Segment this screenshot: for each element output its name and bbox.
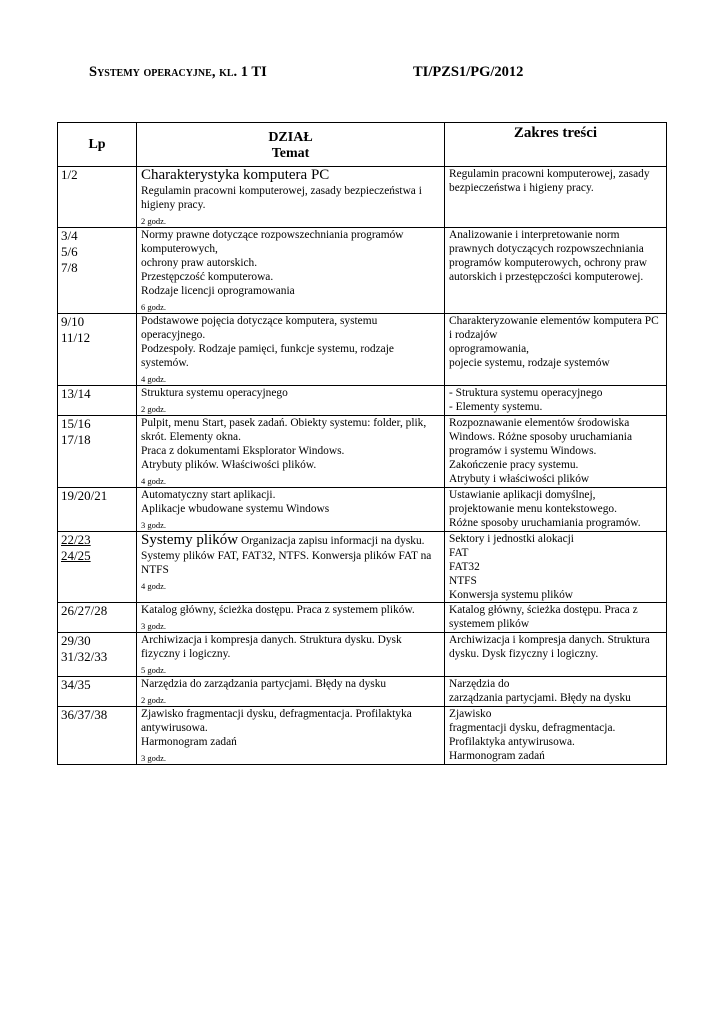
scope-text: Charakteryzowanie elementów komputera PC i rodzajów	[449, 315, 659, 341]
cell-zakres	[445, 488, 667, 532]
scope-text: pojecie systemu, rodzaje systemów	[449, 357, 610, 369]
topic-text: Podstawowe pojęcia dotyczące komputera, systemu operacyjnego.	[141, 315, 378, 341]
hours-count: 4 godz.	[141, 374, 167, 384]
scope-text: Atrybuty i właściwości plików	[449, 473, 590, 485]
cell-lp	[58, 228, 137, 314]
section-title: Charakterystyka komputera PC	[141, 167, 330, 183]
cell-lp	[58, 707, 137, 765]
topic-text: Katalog główny, ścieżka dostępu. Praca z systemem plików.	[141, 604, 415, 616]
scope-text: Rozpoznawanie elementów środowiska Windows. Różne sposoby uruchamiania programów i systemu Windows.	[449, 417, 633, 457]
topic-text: ochrony praw autorskich.	[141, 257, 258, 269]
topic-text: Praca z dokumentami Eksplorator Windows.	[141, 445, 345, 457]
hours-count: 3 godz.	[141, 520, 167, 530]
cell-zakres	[445, 167, 667, 228]
cell-zakres	[445, 416, 667, 488]
lesson-number: 11/12	[61, 330, 91, 345]
header-lp: Lp	[58, 123, 137, 167]
document-code: TI/PZS1/PG/2012	[413, 64, 524, 80]
curriculum-table	[57, 122, 667, 765]
header-temat: Temat	[271, 146, 310, 161]
header-dzial: DZIAŁ	[268, 130, 313, 145]
scope-text: - Elementy systemu.	[449, 401, 543, 413]
scope-text: dysku. Dysk fizyczny i logiczny.	[449, 648, 599, 660]
topic-text: Rodzaje licencji oprogramowania	[141, 285, 295, 297]
cell-lp	[58, 314, 137, 386]
section-title: Systemy plików	[141, 532, 239, 548]
scope-text: Sektory i jednostki alokacji	[449, 533, 574, 545]
scope-text: FAT32	[449, 561, 480, 573]
lesson-number: 34/35	[61, 677, 91, 692]
cell-temat	[137, 314, 445, 386]
topic-text: Automatyczny start aplikacji.	[141, 489, 276, 501]
scope-text: FAT	[449, 547, 469, 559]
section-heading	[141, 532, 440, 549]
scope-text: oprogramowania,	[449, 343, 530, 355]
table-row	[58, 488, 667, 532]
cell-zakres	[445, 707, 667, 765]
table-row	[58, 167, 667, 228]
cell-lp	[58, 386, 137, 416]
lesson-number: 7/8	[61, 260, 78, 275]
hours-count: 2 godz.	[141, 695, 167, 705]
header-dzial-temat	[137, 123, 445, 167]
cell-lp	[58, 677, 137, 707]
scope-text: Różne sposoby uruchamiania programów.	[449, 517, 641, 529]
cell-lp	[58, 633, 137, 677]
cell-lp	[58, 603, 137, 633]
cell-temat	[137, 532, 445, 603]
header-zakres: Zakres treści	[445, 123, 667, 167]
lesson-number: 15/16	[61, 416, 91, 431]
scope-text: Archiwizacja i kompresja danych. Struktura	[449, 634, 650, 646]
scope-text: Katalog główny, ścieżka dostępu. Praca z systemem plików	[449, 604, 638, 630]
cell-temat	[137, 677, 445, 707]
lesson-number: 24/25	[61, 548, 91, 563]
document-title: Systemy operacyjne, kl. 1 TI	[89, 64, 267, 80]
cell-lp	[58, 167, 137, 228]
topic-text: Archiwizacja i kompresja danych. Struktura dysku. Dysk fizyczny i logiczny.	[141, 634, 402, 660]
hours-count: 2 godz.	[141, 404, 167, 414]
lesson-number: 26/27/28	[61, 603, 108, 618]
scope-text: Profilaktyka antywirusowa.	[449, 736, 575, 748]
lesson-number: 5/6	[61, 244, 78, 259]
lesson-number: 9/10	[61, 314, 85, 329]
scope-text: - Struktura systemu operacyjnego	[449, 387, 603, 399]
scope-text: Ustawianie aplikacji domyślnej, projektowanie menu kontekstowego.	[449, 489, 617, 515]
cell-temat	[137, 603, 445, 633]
topic-text: Narzędzia do zarządzania partycjami. Błędy na dysku	[141, 678, 387, 690]
section-heading	[141, 167, 440, 184]
table-row	[58, 707, 667, 765]
cell-zakres	[445, 386, 667, 416]
cell-zakres	[445, 314, 667, 386]
topic-text: Harmonogram zadań	[141, 736, 237, 748]
scope-text: Konwersja systemu plików	[449, 589, 574, 601]
cell-zakres	[445, 603, 667, 633]
table-row	[58, 386, 667, 416]
topic-text: Regulamin pracowni komputerowej, zasady bezpieczeństwa i higieny pracy.	[141, 185, 422, 211]
scope-text: Regulamin pracowni komputerowej, zasady bezpieczeństwa i higieny pracy.	[449, 168, 650, 194]
scope-text: zarządzania partycjami. Błędy na dysku	[449, 692, 631, 704]
scope-text: fragmentacji dysku, defragmentacja.	[449, 722, 616, 734]
hours-count: 4 godz.	[141, 476, 167, 486]
lesson-number: 17/18	[61, 432, 91, 447]
scope-text: Narzędzia do	[449, 678, 510, 690]
topic-text: Struktura systemu operacyjnego	[141, 387, 288, 399]
table-row	[58, 314, 667, 386]
scope-text: Zakończenie pracy systemu.	[449, 459, 579, 471]
lesson-number: 13/14	[61, 386, 91, 401]
cell-zakres	[445, 677, 667, 707]
cell-temat	[137, 167, 445, 228]
table-row	[58, 633, 667, 677]
cell-temat	[137, 416, 445, 488]
scope-text: Analizowanie i interpretowanie norm prawnych dotyczących rozpowszechniania programów komputerowych, ochrony praw autorskich i przestępczości komputerowej.	[449, 229, 648, 283]
cell-temat	[137, 488, 445, 532]
cell-temat	[137, 386, 445, 416]
scope-text: Harmonogram zadań	[449, 750, 545, 762]
cell-lp	[58, 416, 137, 488]
cell-zakres	[445, 532, 667, 603]
hours-count: 4 godz.	[141, 581, 167, 591]
topic-text: Pulpit, menu Start, pasek zadań. Obiekty systemu: folder, plik, skrót. Elementy okna.	[141, 417, 427, 443]
table-row	[58, 677, 667, 707]
lesson-number: 31/32/33	[61, 649, 108, 664]
topic-text: Podzespoły. Rodzaje pamięci, funkcje systemu, rodzaje systemów.	[141, 343, 394, 369]
cell-temat	[137, 707, 445, 765]
lesson-number: 29/30	[61, 633, 91, 648]
topic-text: Systemy plików FAT, FAT32, NTFS. Konwersja plików FAT na NTFS	[141, 550, 432, 576]
lesson-number: 3/4	[61, 228, 78, 243]
table-header-row	[58, 123, 667, 167]
scope-text: NTFS	[449, 575, 477, 587]
cell-lp	[58, 488, 137, 532]
topic-text: Atrybuty plików. Właściwości plików.	[141, 459, 317, 471]
scope-text: Zjawisko	[449, 708, 492, 720]
topic-text: Aplikacje wbudowane systemu Windows	[141, 503, 330, 515]
cell-temat	[137, 228, 445, 314]
hours-count: 3 godz.	[141, 753, 167, 763]
lesson-number: 1/2	[61, 167, 78, 182]
lesson-number: 22/23	[61, 532, 91, 547]
table-row	[58, 532, 667, 603]
cell-zakres	[445, 228, 667, 314]
table-row	[58, 416, 667, 488]
cell-lp	[58, 532, 137, 603]
cell-zakres	[445, 633, 667, 677]
topic-text: Przestępczość komputerowa.	[141, 271, 274, 283]
hours-count: 5 godz.	[141, 665, 167, 675]
table-row	[58, 228, 667, 314]
topic-text: Organizacja zapisu informacji na dysku.	[238, 535, 425, 547]
hours-count: 3 godz.	[141, 621, 167, 631]
lesson-number: 19/20/21	[61, 488, 108, 503]
cell-temat	[137, 633, 445, 677]
topic-text: Zjawisko fragmentacji dysku, defragmentacja. Profilaktyka antywirusowa.	[141, 708, 412, 734]
lesson-number: 36/37/38	[61, 707, 108, 722]
hours-count: 6 godz.	[141, 302, 167, 312]
table-row	[58, 603, 667, 633]
hours-count: 2 godz.	[141, 216, 167, 226]
topic-text: Normy prawne dotyczące rozpowszechniania programów komputerowych,	[141, 229, 404, 255]
